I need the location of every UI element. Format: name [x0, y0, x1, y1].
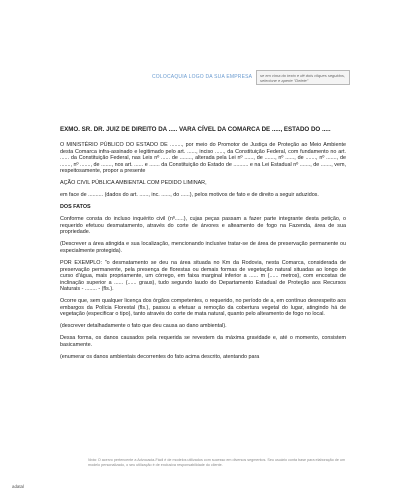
facts-paragraph-1: Conforme consta do incluso inquérito civil (nº......), cujas peças passam a fazer parte integrante desta petição, o requerido efetuou desmatamento, através do corte de árvores e alteamento de fogo na Fazenda, área de sua propriedade. [60, 216, 346, 236]
logo-placeholder-text: COLOCAQUIA LOGO DA SUA EMPRESA [152, 74, 253, 80]
footnote-text: O acervo pertencente a Advocacia-Fácil é de modelos utilizados com sucesso em diversos segmentos. Seu usuário conta base para elaboração de um modelo personalizado, o seu utilização é de exclusiva responsabilidade do cliente. [88, 458, 346, 467]
instruction-tip-box: se em cima do texto e dê dois cliques seguidos, selecione e aperte "Delete" [256, 70, 350, 85]
facts-paragraph-4: Ocorre que, sem qualquer licença dos órgãos competentes, o requerido, no período de a, em contínuo desrespeito aos embargos da Polícia Florestal (fls.), passou a efetuar a remoção da cobertura vegetal do lugar, atingindo há de vegetação (especificar o tipo), tanto através do corte de mata natural, quanto pelo alteamento de fogo no local. [60, 298, 346, 318]
action-title: AÇÃO CIVIL PÚBLICA AMBIENTAL COM PEDIDO LIMINAR, [60, 180, 207, 187]
facts-paragraph-2: (Descrever a área atingida e sua localização, mencionando inclusive tratar-se de área de preservação permanente ou especialmente protegida). [60, 241, 346, 254]
facts-heading: DOS FATOS [60, 204, 91, 211]
court-heading: EXMO. SR. DR. JUIZ DE DIREITO DA ..... VARA CÍVEL DA COMARCA DE ....., ESTADO DO ..... [60, 126, 331, 133]
intro-paragraph: O MINISTÉRIO PÚBLICO DO ESTADO DE ........, por meio do Promotor de Justiça de Proteção ao Meio Ambiente desta Comarca infra-assinado e legitimado pelo art. ......, inciso ......, da Constituição Federal, com fundamento no art. ...... da Constituição Federal, nas Leis nº ...... de ........, alterada pela Lei nº ......, de ......., nº ......, de ......., nº ......., de ......., nº ......., de ......., nos art. ...... e ....... da Constituição do Estado de .......... e na Lei Estadual nº ......., de ......., vem, respeitosamente, propor a presente [60, 142, 346, 174]
document-body [60, 126, 346, 366]
footnote [88, 458, 348, 467]
footnote-label: Nota: [88, 458, 97, 462]
facts-paragraph-6: Dessa forma, os danos causados pela requerida se revestem da máxima gravidade e, até o momento, consistem basicamente. [60, 335, 346, 348]
page-label: adatal [12, 484, 24, 489]
facts-paragraph-7: (enumerar os danos ambientais decorrentes do fato acima descrito, atentando para [60, 353, 260, 360]
facts-paragraph-5: (descrever detalhadamente o fato que deu causa ao dano ambiental). [60, 323, 227, 330]
facts-paragraph-3: POR EXEMPLO: "o desmatamento se deu na área situada no Km da Rodovia, nesta Comarca, considerada de preservação permanente, pela presença de florestas ou demais formas de vegetação natural situadas ao longo de curso d'água, mais propriamente, um córrego, em faixa marginal inferior a ...... m (...... metros), com encostas de inclinação superior a ...... (...... graus), tudo segundo laudo do Departamento Estadual de Proteção aos Recursos Naturais - ........ - (fls.). [60, 260, 346, 293]
defendant-paragraph: em face de .......... (dados do art. ......, inc. ......, do ......), pelos motivos de fato e de direito a seguir aduzidos. [60, 192, 319, 199]
